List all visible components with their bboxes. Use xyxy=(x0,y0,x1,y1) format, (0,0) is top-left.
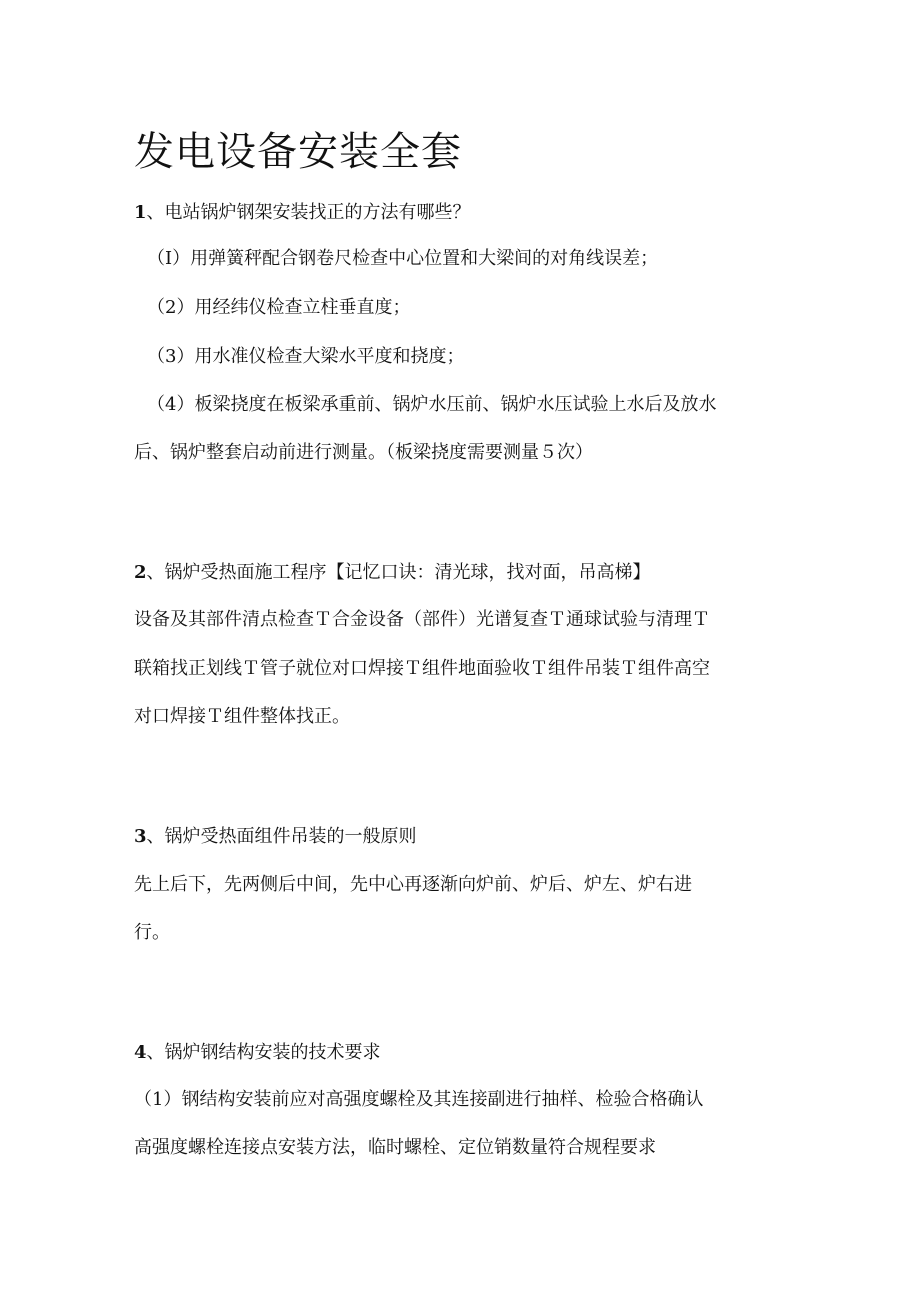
section-number: 2 xyxy=(134,562,147,583)
section-3-line-2: 行。 xyxy=(134,922,170,943)
section-2-line-2: 联箱找正划线Ｔ管子就位对口焊接Ｔ组件地面验收Ｔ组件吊装Ｔ组件高空 xyxy=(134,658,710,679)
section-heading-text: 、锅炉受热面组件吊装的一般原则 xyxy=(146,826,417,847)
section-2-heading xyxy=(134,560,651,586)
section-number: 3 xyxy=(134,826,147,847)
section-1-line-2: （2）用经纬仪检查立柱垂直度； xyxy=(147,297,411,318)
section-heading-text: 、锅炉受热面施工程序【记忆口诀：清光球，找对面，吊高梯】 xyxy=(146,562,651,583)
section-3-heading xyxy=(134,824,417,850)
section-4-line-1: （1）钢结构安装前应对高强度螺栓及其连接副进行抽样、检验合格确认 xyxy=(134,1089,704,1110)
section-1-heading xyxy=(134,200,471,226)
section-2-line-3: 对口焊接Ｔ组件整体找正。 xyxy=(134,706,350,727)
section-heading-text: 、锅炉钢结构安装的技术要求 xyxy=(146,1042,381,1063)
section-1-line-1: （I）用弹簧秤配合钢卷尺检查中心位置和大梁间的对角线误差； xyxy=(147,248,659,269)
section-1-line-5: 后、锅炉整套启动前进行测量。（板梁挠度需要测量５次） xyxy=(134,442,593,463)
section-2-line-1: 设备及其部件清点检查Ｔ合金设备（部件）光谱复查Ｔ通球试验与清理Ｔ xyxy=(134,609,710,630)
document-title: 发电设备安装全套 xyxy=(134,129,462,175)
section-number: 1 xyxy=(134,202,147,223)
section-3-line-1: 先上后下，先两侧后中间，先中心再逐渐向炉前、炉后、炉左、炉右进 xyxy=(134,874,692,895)
section-1-line-3: （3）用水准仪检查大梁水平度和挠度； xyxy=(147,346,465,367)
section-4-heading xyxy=(134,1040,381,1066)
section-4-line-2: 高强度螺栓连接点安装方法，临时螺栓、定位销数量符合规程要求 xyxy=(134,1137,656,1158)
section-number: 4 xyxy=(134,1042,147,1063)
section-heading-text: 、电站锅炉钢架安装找正的方法有哪些？ xyxy=(146,202,471,223)
section-1-line-4: （4）板梁挠度在板梁承重前、锅炉水压前、锅炉水压试验上水后及放水 xyxy=(147,394,717,415)
